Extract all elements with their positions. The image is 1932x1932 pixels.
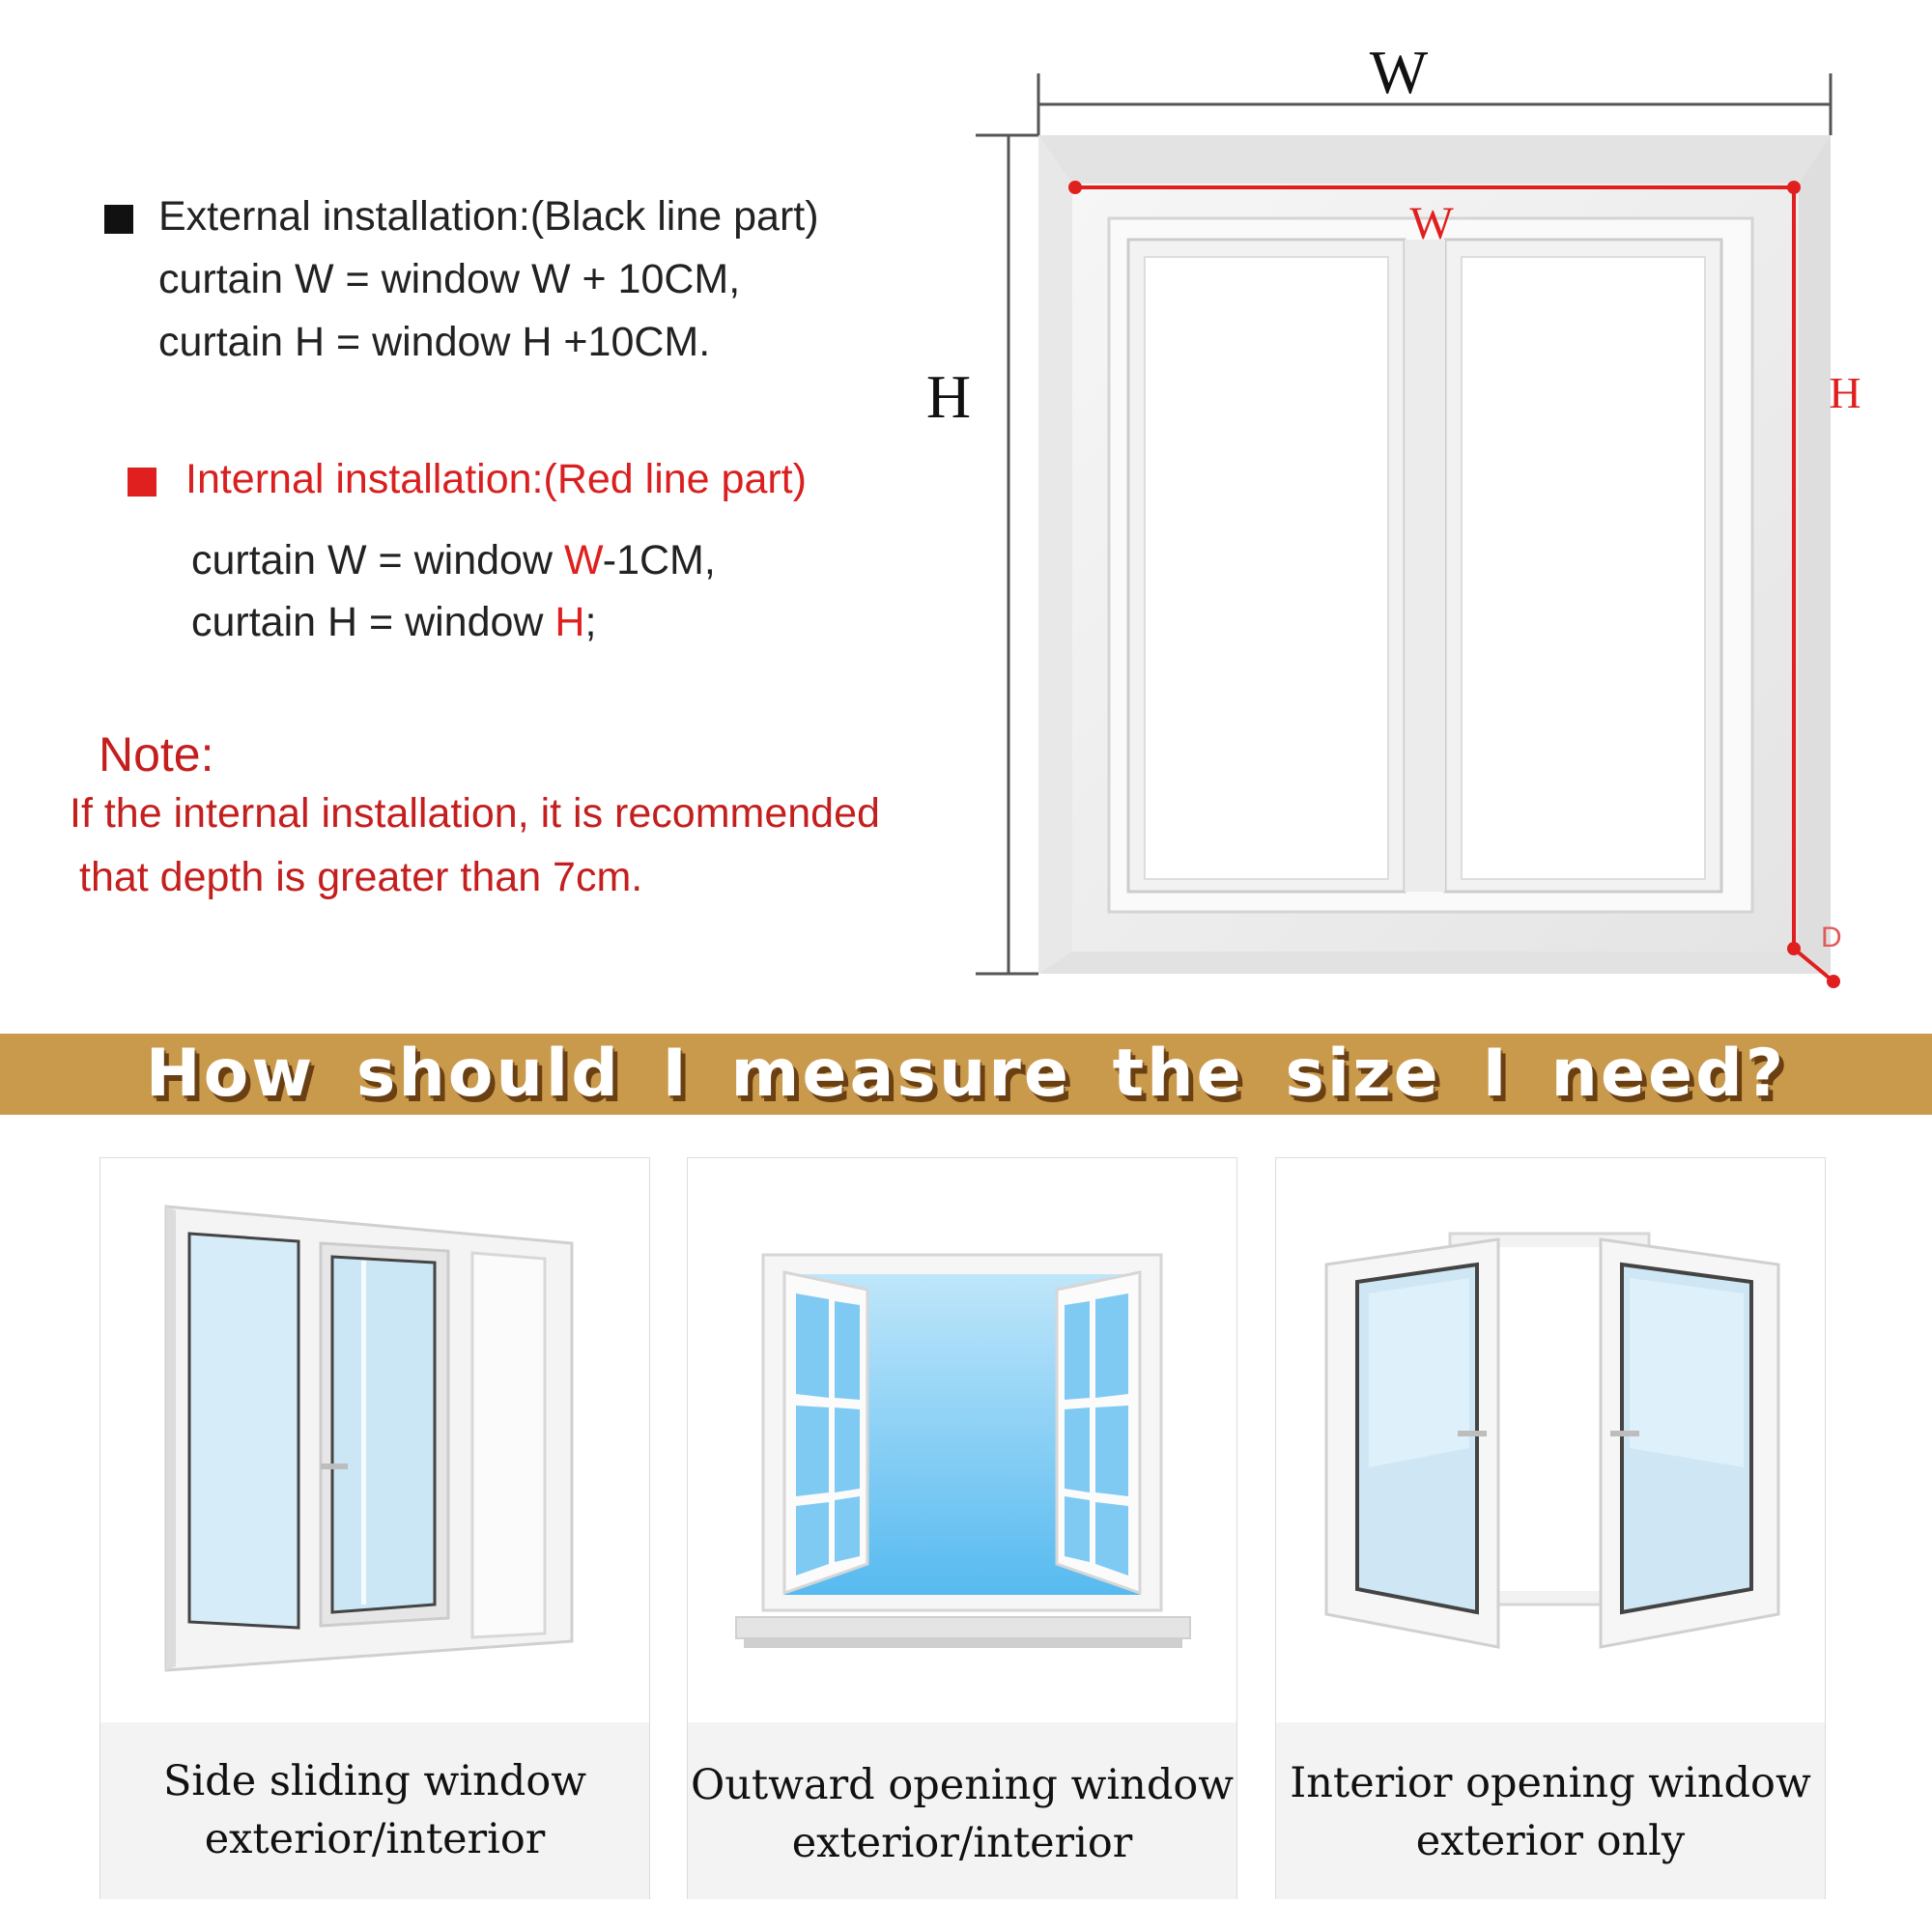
internal-width-rule-highlight: W [563,537,603,583]
outer-height-label: H [925,362,972,431]
internal-height-rule-suffix: ; [584,599,597,645]
external-width-rule: curtain W = window W + 10CM, [158,256,741,302]
window-type-card-outward [687,1157,1237,1899]
window-type-card-interior [1275,1157,1826,1899]
card-caption-line-2: exterior only [1415,1817,1686,1865]
note-line-1: If the internal installation, it is recommended [70,790,880,837]
inner-height-label: H [1829,368,1861,417]
card-caption-line-1: Side sliding window [162,1757,587,1805]
outward-opening-window-icon [688,1158,1238,1722]
note-title: Note: [99,727,214,781]
window-frame [1072,184,1799,952]
note-line-2: that depth is greater than 7cm. [79,854,643,900]
internal-installation-title: Internal installation:(Red line part) [185,456,807,502]
internal-width-rule-suffix: -1CM, [602,537,716,583]
inner-width-label: W [1409,198,1454,249]
external-installation-title: External installation:(Black line part) [158,193,819,240]
card-caption-line-2: exterior/interior [791,1819,1133,1867]
card-caption-line-1: Interior opening window [1290,1759,1811,1807]
sliding-window-icon [100,1158,651,1722]
external-height-rule: curtain H = window H +10CM. [158,319,711,365]
banner-title: How should I measure the size I need? [145,1036,1787,1112]
interior-opening-window-icon [1276,1158,1827,1722]
window-type-card-sliding [99,1157,650,1899]
depth-label: D [1821,922,1842,953]
card-caption [688,1722,1236,1899]
internal-width-rule-prefix: curtain W = window [191,537,564,583]
card-caption [1276,1722,1825,1899]
outer-width-label: W [1369,38,1429,106]
card-caption-line-2: exterior/interior [204,1815,546,1863]
card-caption-line-1: Outward opening window [690,1761,1235,1809]
internal-height-rule-highlight: H [554,599,585,645]
internal-height-rule-prefix: curtain H = window [191,599,555,645]
card-caption [100,1722,649,1899]
